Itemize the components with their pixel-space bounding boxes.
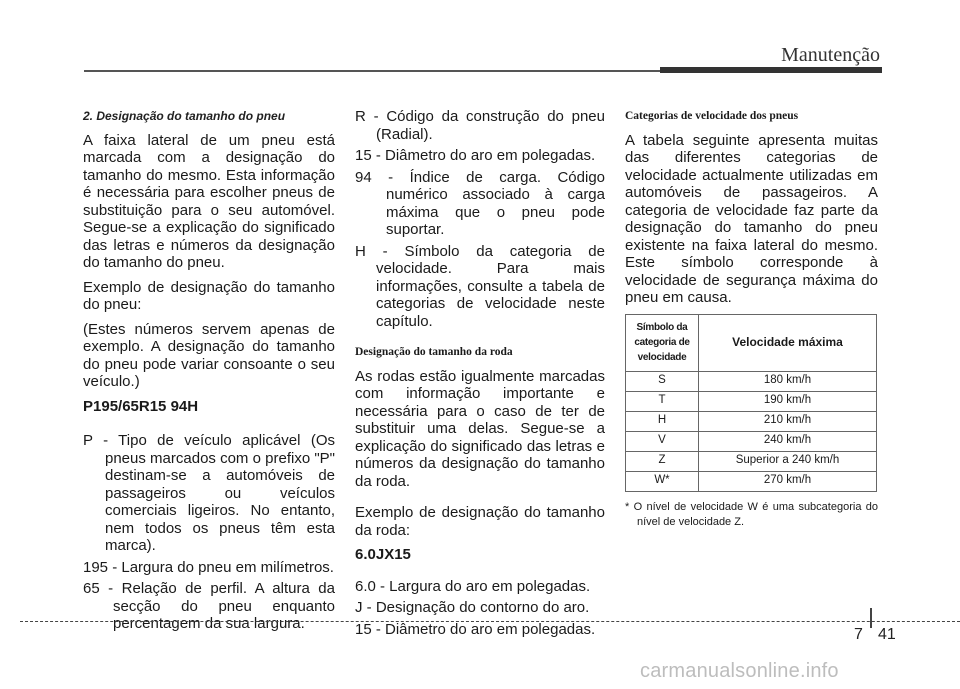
tire-size-example: P195/65R15 94H <box>83 397 199 415</box>
table-header-speed: Velocidade máxima <box>699 314 877 371</box>
section-subtitle: 2. Designação do tamanho do pneu <box>83 109 286 123</box>
table-cell-symbol: S <box>626 371 699 391</box>
list-item: 94 - Índice de carga. Código numérico associado à carga máxima que o pneu pode suportar. <box>355 168 605 238</box>
table-footnote: * O nível de velocidade W é uma subcategoria do nível de velocidade Z. <box>625 500 878 528</box>
table-row <box>626 411 877 431</box>
table-cell-speed: 180 km/h <box>699 371 877 391</box>
chapter-number: 7 <box>854 626 863 643</box>
list-item: 65 - Relação de perfil. A altura da secção do pneu enquanto percentagem da sua largura. <box>83 580 335 632</box>
column-1 <box>83 108 335 637</box>
table-row <box>626 431 877 451</box>
table-cell-symbol: H <box>626 411 699 431</box>
table-cell-speed: 270 km/h <box>699 471 877 491</box>
list-item: R - Código da construção do pneu (Radial). <box>355 108 605 143</box>
paragraph: A faixa lateral de um pneu está marcada com a designação do tamanho do mesmo. Esta informação é necessária para escolher pneus de substituição para o seu automóvel. Segue-se a explicação do significado das letras e números da designação do tamanho do pneu. <box>83 131 335 271</box>
table-cell-speed: Superior a 240 km/h <box>699 451 877 471</box>
paragraph: Exemplo de designação do tamanho do pneu: <box>83 278 335 313</box>
list-item: J - Designação do contorno do aro. <box>355 599 590 616</box>
table-cell-speed: 210 km/h <box>699 411 877 431</box>
table-row <box>626 471 877 491</box>
header-rule <box>84 70 664 72</box>
footer-divider <box>870 608 872 628</box>
column-3 <box>625 108 878 541</box>
list-item: 15 - Diâmetro do aro em polegadas. <box>355 147 596 164</box>
paragraph: (Estes números servem apenas de exemplo. A designação do tamanho do pneu pode variar consoante o seu veículo.) <box>83 320 335 390</box>
list-item: P - Tipo de veículo aplicável (Os pneus marcados com o prefixo "P" destinam-se a automóveis de passageiros ou veículos comerciais ligeiros. No entanto, nem todos os pneus têm esta marca). <box>83 432 335 554</box>
table-cell-speed: 240 km/h <box>699 431 877 451</box>
list-item: H - Símbolo da categoria de velocidade. Para mais informações, consulte a tabela de categorias de velocidade neste capítulo. <box>355 242 605 330</box>
table-header-row <box>626 314 877 371</box>
header-rule-accent <box>660 67 882 73</box>
paragraph: Exemplo de designação do tamanho da roda: <box>355 504 605 539</box>
running-header-title: Manutenção <box>781 44 880 66</box>
table-row <box>626 391 877 411</box>
table-cell-symbol: V <box>626 431 699 451</box>
list-item: 195 - Largura do pneu em milímetros. <box>83 558 334 576</box>
section-heading: Designação do tamanho da roda <box>355 346 513 358</box>
watermark: carmanualsonline.info <box>640 660 839 682</box>
section-heading: Categorias de velocidade dos pneus <box>625 110 799 122</box>
table-cell-symbol: T <box>626 391 699 411</box>
speed-category-table <box>625 314 877 492</box>
paragraph: A tabela seguinte apresenta muitas das diferentes categorias de velocidade actualmente utilizadas em automóveis de passageiros. A categoria de velocidade faz parte da designação do tamanho do pneu existente na faixa lateral do mesmo. Este símbolo corresponde à velocidade de segurança máxima do pneu em causa. <box>625 131 878 306</box>
table-header-symbol: Símbolo da categoria de velocidade <box>626 314 699 371</box>
list-item: 6.0 - Largura do aro em polegadas. <box>355 577 591 595</box>
paragraph: As rodas estão igualmente marcadas com informação importante e necessária para o caso de ter de substituir uma delas. Segue-se a explicação do significado das letras e números da designação do tamanho da roda. <box>355 367 605 490</box>
footer-rule <box>20 621 960 622</box>
table-cell-speed: 190 km/h <box>699 391 877 411</box>
column-2 <box>355 108 605 642</box>
table-row <box>626 451 877 471</box>
table-row <box>626 371 877 391</box>
page-number: 41 <box>878 626 896 643</box>
table-cell-symbol: W* <box>626 471 699 491</box>
table-cell-symbol: Z <box>626 451 699 471</box>
wheel-size-example: 6.0JX15 <box>355 546 411 563</box>
list-item: 15 - Diâmetro do aro em polegadas. <box>355 620 596 638</box>
